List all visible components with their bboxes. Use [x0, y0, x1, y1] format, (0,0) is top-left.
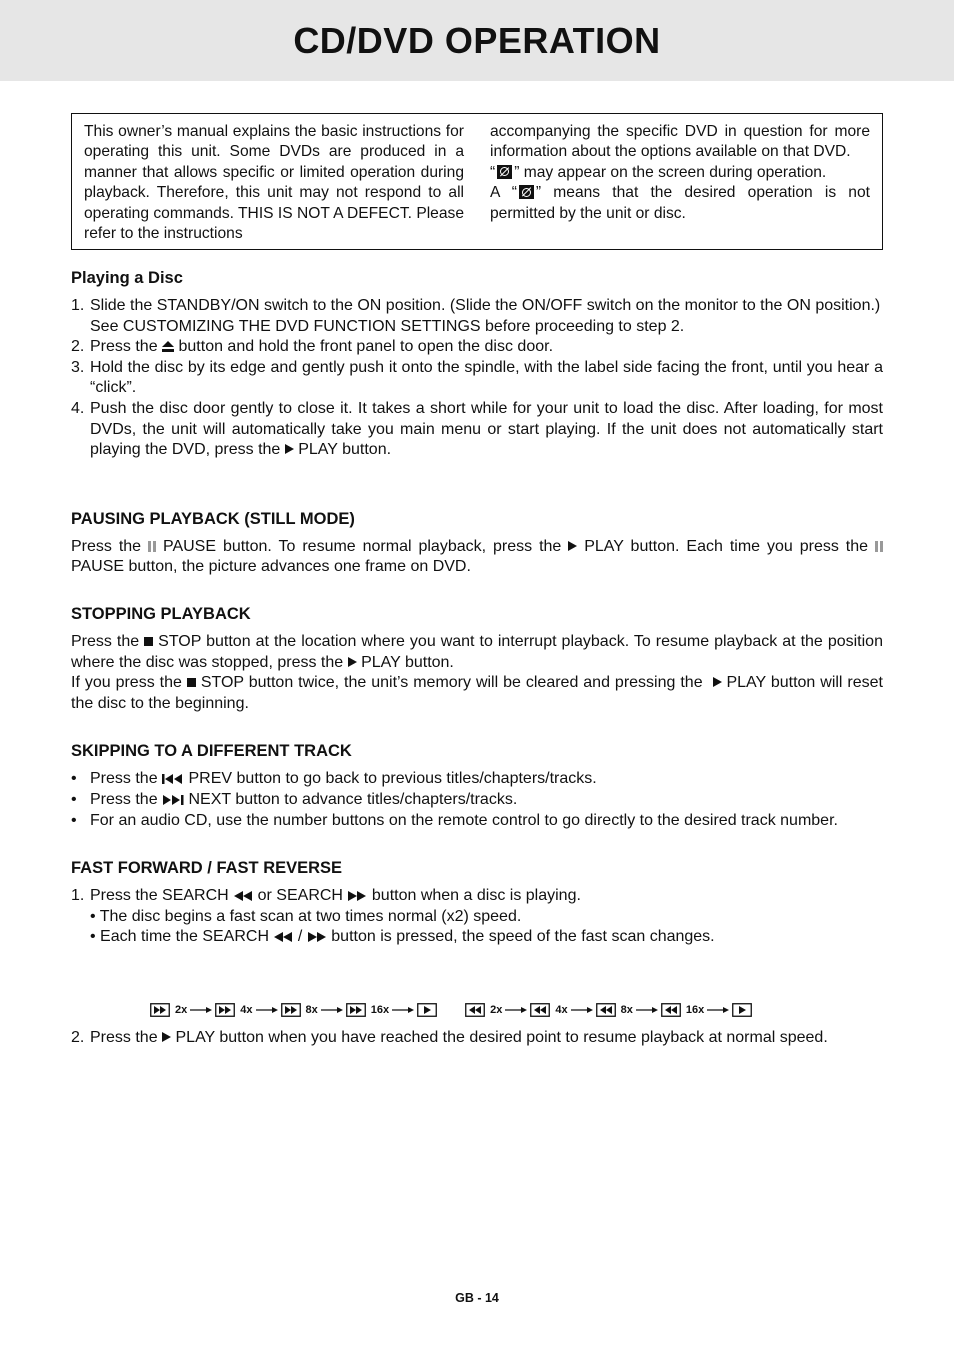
rewind-box-icon — [661, 1003, 681, 1017]
rewind-box-icon — [596, 1003, 616, 1017]
arrow-right-icon — [256, 1006, 278, 1014]
section-pausing — [71, 509, 883, 578]
play-box-icon — [417, 1003, 437, 1017]
play-box-icon — [732, 1003, 752, 1017]
stopping-text-1: Press the STOP button at the location where you want to interrupt playback. To resume playback at the position where the disc was stopped, press the PLAY button. — [71, 632, 883, 671]
page-number: GB - 14 — [455, 1291, 499, 1305]
notice-text-1: This owner’s manual explains the basic instructions for operating this unit. Some DVDs are produced in a manner that allows specific or limited operation during playback. Therefore, this unit may not respond to all operating commands. THIS IS NOT A DEFECT. Please refer to the instructions — [84, 123, 464, 243]
reverse-step-2x: 2x — [465, 1003, 502, 1017]
notice-text-3: “ ” may appear on the screen during operation. — [490, 163, 827, 181]
arrow-right-icon — [636, 1006, 658, 1014]
pause-icon — [148, 541, 156, 552]
forward-step-2x: 2x — [150, 1003, 187, 1017]
forward-step-8x: 8x — [281, 1003, 318, 1017]
reverse-speed-sequence — [465, 1003, 752, 1017]
forward-step-4x: 4x — [215, 1003, 252, 1017]
fast-forward-icon — [347, 891, 367, 901]
arrow-right-icon — [190, 1006, 212, 1014]
fast-forward-box-icon — [215, 1003, 235, 1017]
fast-step-2 — [71, 1028, 883, 1049]
heading-stopping: STOPPING PLAYBACK — [71, 604, 251, 623]
eject-icon — [162, 341, 174, 352]
speed-diagram — [150, 998, 752, 1022]
page-header — [0, 0, 954, 81]
fast-forward-icon — [307, 932, 327, 942]
heading-playing: Playing a Disc — [71, 269, 183, 287]
arrow-right-icon — [707, 1006, 729, 1014]
stopping-text-2: If you press the STOP button twice, the unit’s memory will be cleared and pressing the PLAY button will reset the disc to the beginning. — [71, 674, 884, 712]
section-fast — [71, 858, 883, 948]
stop-icon — [187, 678, 196, 687]
list-item: 3. Hold the disc by its edge and gently push it onto the spindle, with the label side facing the front, until you hear a “click”. — [71, 358, 883, 397]
rewind-icon — [273, 932, 293, 942]
notice-text-2: accompanying the specific DVD in question for more information about the options available on that DVD. — [490, 123, 870, 161]
arrow-right-icon — [392, 1006, 414, 1014]
play-icon — [568, 541, 577, 551]
heading-pausing: PAUSING PLAYBACK (STILL MODE) — [71, 509, 355, 528]
notice-column-left — [84, 122, 464, 249]
list-item: 2. Press the PLAY button when you have reached the desired point to resume playback at normal speed. — [71, 1029, 828, 1046]
list-item: 1. Slide the STANDBY/ON switch to the ON position. (Slide the ON/OFF switch on the monitor to the ON position.) See CUSTOMIZING THE DVD FUNCTION SETTINGS before proceeding to step 2. — [71, 297, 881, 335]
rewind-box-icon — [530, 1003, 550, 1017]
arrow-right-icon — [571, 1006, 593, 1014]
section-stopping — [71, 604, 883, 714]
pause-icon — [875, 541, 883, 552]
notice-box — [71, 113, 883, 250]
page-title: CD/DVD OPERATION — [293, 20, 661, 61]
list-item: • Press the PREV button to go back to previous titles/chapters/tracks. — [71, 770, 597, 788]
prohibited-icon — [519, 185, 534, 199]
notice-column-right — [490, 122, 870, 249]
reverse-step-8x: 8x — [596, 1003, 633, 1017]
rewind-icon — [233, 891, 253, 901]
heading-skipping: SKIPPING TO A DIFFERENT TRACK — [71, 742, 352, 761]
reverse-step-4x: 4x — [530, 1003, 567, 1017]
list-item: 4. Push the disc door gently to close it. It takes a short while for your unit to load the disc. After loading, for most DVDs, the unit will automatically take you main menu or start playing. If the unit does not automatically start playing the DVD, press the PLAY button. — [71, 399, 883, 459]
heading-fast: FAST FORWARD / FAST REVERSE — [71, 859, 343, 878]
arrow-right-icon — [321, 1006, 343, 1014]
forward-step-16x: 16x — [346, 1003, 389, 1017]
section-skipping — [71, 741, 883, 831]
section-playing — [71, 268, 883, 461]
list-item: • Press the NEXT button to advance titles/chapters/tracks. — [71, 790, 518, 808]
stop-icon — [144, 637, 153, 646]
reverse-step-16x: 16x — [661, 1003, 704, 1017]
play-icon — [348, 657, 357, 667]
notice-text-4: A “ ” means that the desired operation is not permitted by the unit or disc. — [490, 184, 870, 222]
main-content — [71, 268, 883, 948]
prev-icon — [162, 774, 184, 784]
forward-speed-sequence — [150, 1003, 437, 1017]
arrow-right-icon — [505, 1006, 527, 1014]
prohibited-icon — [497, 165, 512, 179]
pausing-text: Press the PAUSE button. To resume normal playback, press the PLAY button. Each time you press the PAUSE button, the picture advances one frame on DVD. — [71, 537, 883, 578]
fast-forward-box-icon — [346, 1003, 366, 1017]
list-item: • For an audio CD, use the number buttons on the remote control to go directly to the desired track number. — [71, 811, 838, 829]
next-icon — [162, 795, 184, 805]
fast-forward-box-icon — [281, 1003, 301, 1017]
list-item: 2. Press the button and hold the front panel to open the disc door. — [71, 338, 554, 356]
play-icon — [713, 677, 722, 687]
fast-forward-box-icon — [150, 1003, 170, 1017]
list-item: 1. Press the SEARCH or SEARCH button when a disc is playing. • The disc begins a fast scan at two times normal (x2) speed. • Each time the SEARCH / button is pressed, the speed of the fast scan changes. — [71, 887, 715, 946]
play-icon — [285, 444, 294, 454]
rewind-box-icon — [465, 1003, 485, 1017]
play-icon — [162, 1032, 171, 1042]
